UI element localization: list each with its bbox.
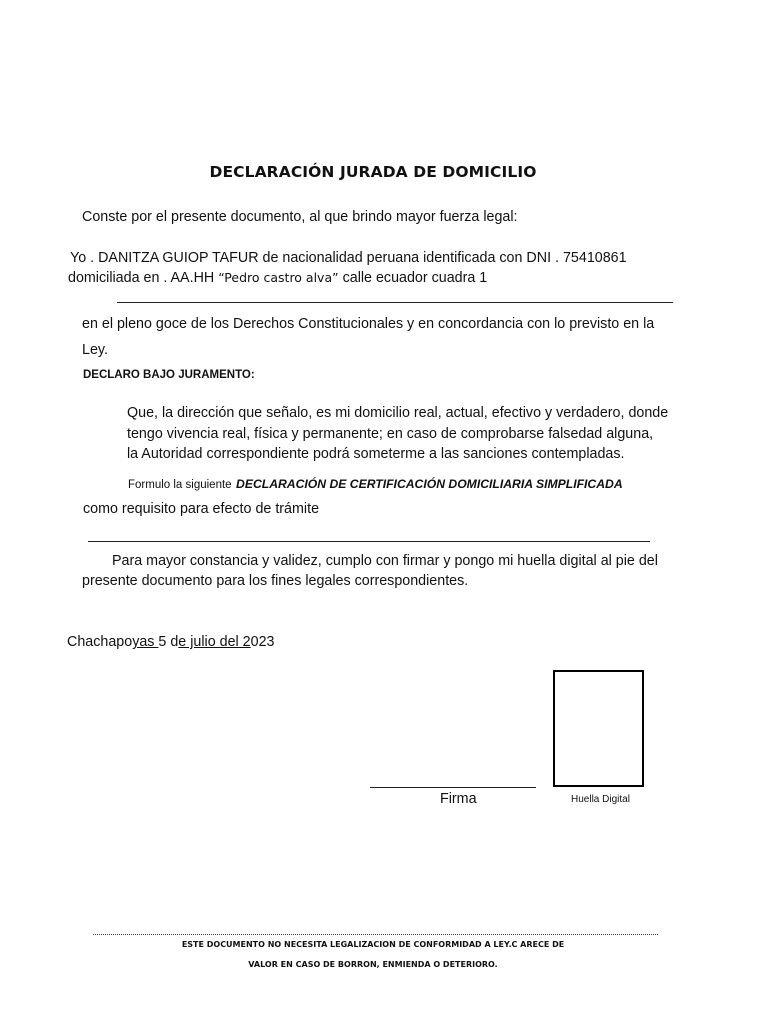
fingerprint-box [553,670,644,787]
signature-line [370,787,536,788]
requisito-text: como requisito para efecto de trámite [83,501,320,517]
constancia-line-2: presente documento para los fines legales correspondientes. [82,573,469,589]
place-date-part: 023 [250,634,275,650]
identity-line-2 [68,270,487,286]
document-title: DECLARACIÓN JURADA DE DOMICILIO [209,163,537,181]
identity-prefix: domiciliada en . AA.HH [68,270,215,286]
identity-suffix: calle ecuador cuadra 1 [342,270,488,286]
oath-line-3: la Autoridad correspondiente podrá someterme a las sanciones contempladas. [127,446,625,462]
place-date-part: yas [132,634,159,650]
signature-label: Firma [440,791,477,807]
fingerprint-label: Huella Digital [571,794,630,805]
place-date-part: Chachapo [67,634,133,650]
address-blank-line [117,302,673,303]
certification-type: DECLARACIÓN DE CERTIFICACIÓN DOMICILIARIA SIMPLIFICADA [236,477,623,491]
settlement-name: “Pedro castro alva” [218,270,339,285]
rights-line-1: en el pleno goce de los Derechos Constitucionales y en concordancia con lo previsto en la [82,316,655,332]
identity-line-1: Yo . DANITZA GUIOP TAFUR de nacionalidad peruana identificada con DNI . 75410861 [70,250,627,266]
oath-line-1: Que, la dirección que señalo, es mi domicilio real, actual, efectivo y verdadero, donde [127,405,669,421]
footer-line-1: ESTE DOCUMENTO NO NECESITA LEGALIZACION DE CONFORMIDAD A LEY.C ARECE DE [181,940,565,949]
constancia-line-1: Para mayor constancia y validez, cumplo con firmar y pongo mi huella digital al pie del [112,553,658,569]
place-date [67,634,275,650]
place-date-part: 5 d [158,634,179,650]
footer-line-2: VALOR EN CASO DE BORRON, ENMIENDA O DETERIORO. [248,960,498,969]
formulo-line [128,475,623,493]
rights-line-2: Ley. [82,342,108,358]
oath-line-2: tengo vivencia real, física y permanente; en caso de comprobarse falsedad alguna, [127,426,654,442]
footer-divider [93,934,658,935]
declaro-heading: DECLARO BAJO JURAMENTO: [83,369,255,381]
place-date-part: e julio del 2 [178,634,251,650]
formulo-prefix: Formulo la siguiente [128,479,232,491]
purpose-blank-line [88,541,650,542]
intro-text: Conste por el presente documento, al que brindo mayor fuerza legal: [82,209,518,225]
